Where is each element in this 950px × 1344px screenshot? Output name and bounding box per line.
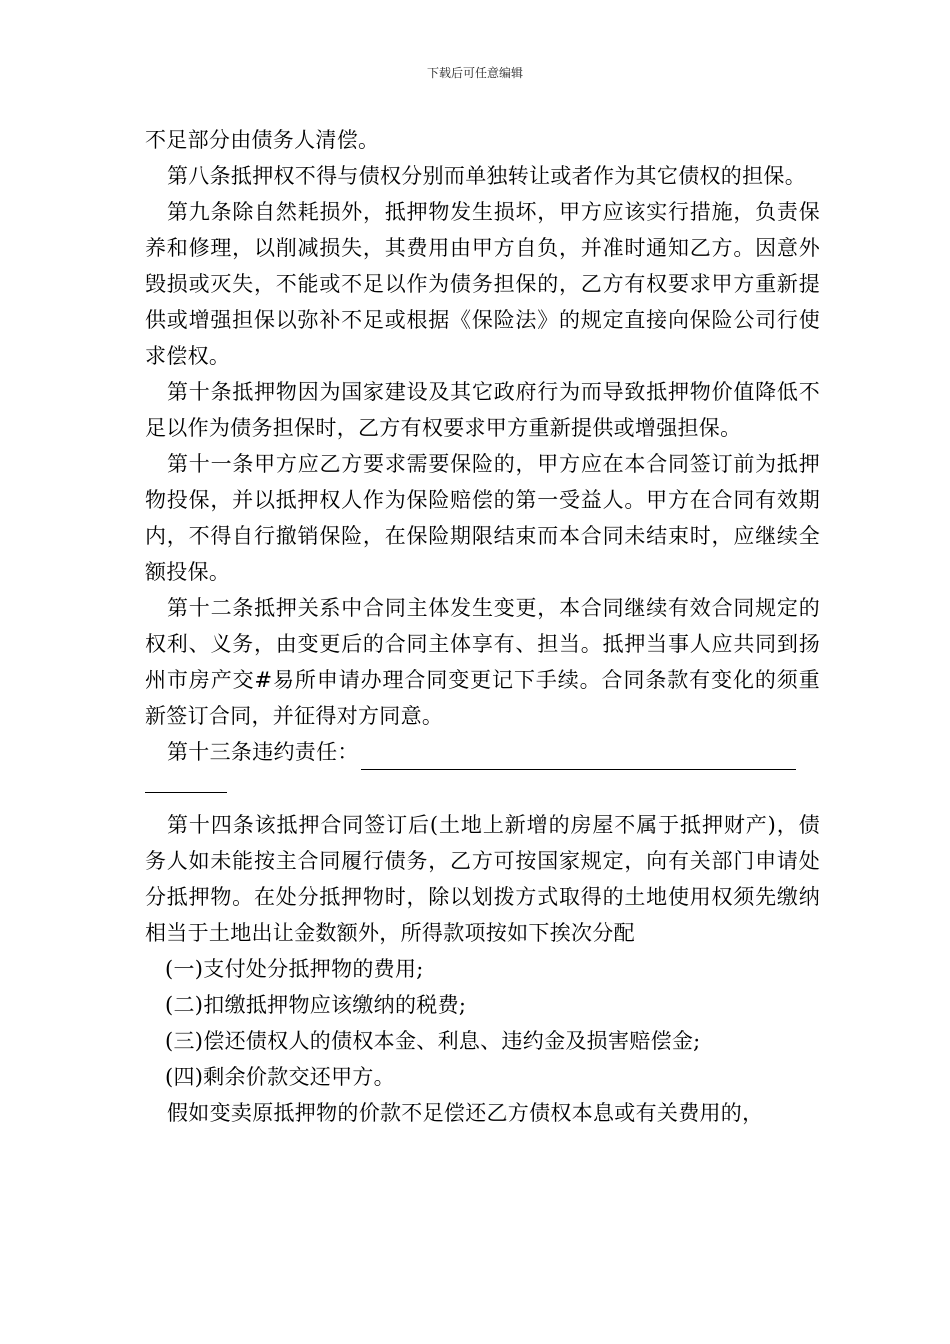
list-item: (二)扣缴抵押物应该缴纳的税费; [165, 993, 467, 1017]
document-body [145, 122, 820, 1131]
list-item: (三)偿还债权人的债权本金、利息、违约金及损害赔偿金; [165, 1029, 701, 1053]
article-14: 第十四条该抵押合同签订后(土地上新增的房屋不属于抵押财产)，债务人如未能按主合同履行债务，乙方可按国家规定，向有关部门申请处分抵押物。在处分抵押物时，除以划拨方式取得的土地使用权须先缴纳相当于土地出让金数额外，所得款项按如下挨次分配 [145, 813, 820, 945]
list-item: (四)剩余价款交还甲方。 [165, 1065, 395, 1089]
article-10: 第十条抵押物因为国家建设及其它政府行为而导致抵押物价值降低不足以作为债务担保时，乙方有权要求甲方重新提供或增强担保。 [145, 380, 820, 440]
article-11: 第十一条甲方应乙方要求需要保险的，甲方应在本合同签订前为抵押物投保，并以抵押权人作为保险赔偿的第一受益人。甲方在合同有效期内，不得自行撤销保险，在保险期限结束而本合同未结束时，应继续全额投保。 [145, 452, 820, 584]
article-13-label: 第十三条违约责任： [167, 740, 359, 764]
list-item: (一)支付处分抵押物的费用; [165, 957, 424, 981]
article-13 [145, 734, 820, 770]
article-8: 第八条抵押权不得与债权分别而单独转让或者作为其它债权的担保。 [167, 164, 806, 188]
fill-in-blank [361, 747, 796, 770]
paragraph-continuation: 不足部分由债务人清偿。 [145, 128, 380, 152]
article-12: 第十二条抵押关系中合同主体发生变更，本合同继续有效合同规定的权利、义务，由变更后的合同主体享有、担当。抵押当事人应共同到扬州市房产交#易所申请办理合同变更记下手续。合同条款有变化的须重新签订合同，并征得对方同意。 [145, 596, 820, 728]
paragraph-last: 假如变卖原抵押物的价款不足偿还乙方债权本息或有关费用的， [167, 1101, 764, 1125]
page-header: 下载后可任意编辑 [426, 66, 523, 80]
fill-in-blank-continuation [145, 770, 227, 793]
article-9: 第九条除自然耗损外，抵押物发生损坏，甲方应该实行措施，负责保养和修理，以削减损失，其费用由甲方自负，并准时通知乙方。因意外毁损或灭失，不能或不足以作为债务担保的，乙方有权要求甲方重新提供或增强担保以弥补不足或根据《保险法》的规定直接向保险公司行使求偿权。 [145, 200, 820, 368]
